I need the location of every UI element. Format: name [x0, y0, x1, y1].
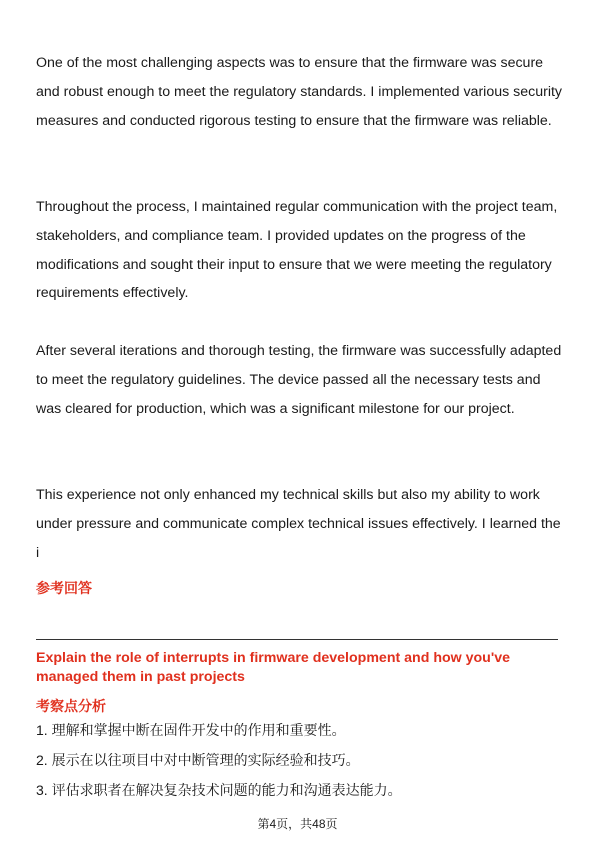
question-heading: Explain the role of interrupts in firmware development and how you've managed them in past projects — [36, 650, 511, 685]
section-divider — [36, 639, 558, 640]
body-paragraph-4: This experience not only enhanced my technical skills but also my ability to work under pressure and communicate complex technical issues effectively. I learned the i — [36, 487, 561, 561]
analysis-point-2: 2. 展示在以往项目中对中断管理的实际经验和技巧。 — [36, 752, 360, 768]
reference-answer-label: 参考回答 — [36, 580, 92, 596]
analysis-point-1: 1. 理解和掌握中断在固件开发中的作用和重要性。 — [36, 722, 346, 738]
page-footer: 第4页，共48页 — [257, 817, 338, 831]
analysis-label: 考察点分析 — [36, 698, 106, 714]
body-paragraph-2: Throughout the process, I maintained regular communication with the project team, stakeholders, and compliance team. I provided updates on the progress of the modifications and sought their input to ensure that we were meeting the regulatory requirements effectively. — [36, 199, 558, 302]
body-paragraph-1: One of the most challenging aspects was to ensure that the firmware was secure and robust enough to meet the regulatory standards. I implemented various security measures and conducted rigorous testing to ensure that the firmware was reliable. — [36, 55, 563, 129]
body-paragraph-3: After several iterations and thorough testing, the firmware was successfully adapted to meet the regulatory guidelines. The device passed all the necessary tests and was cleared for production, which was a significant milestone for our project. — [36, 343, 562, 417]
analysis-point-3: 3. 评估求职者在解决复杂技术问题的能力和沟通表达能力。 — [36, 782, 402, 798]
